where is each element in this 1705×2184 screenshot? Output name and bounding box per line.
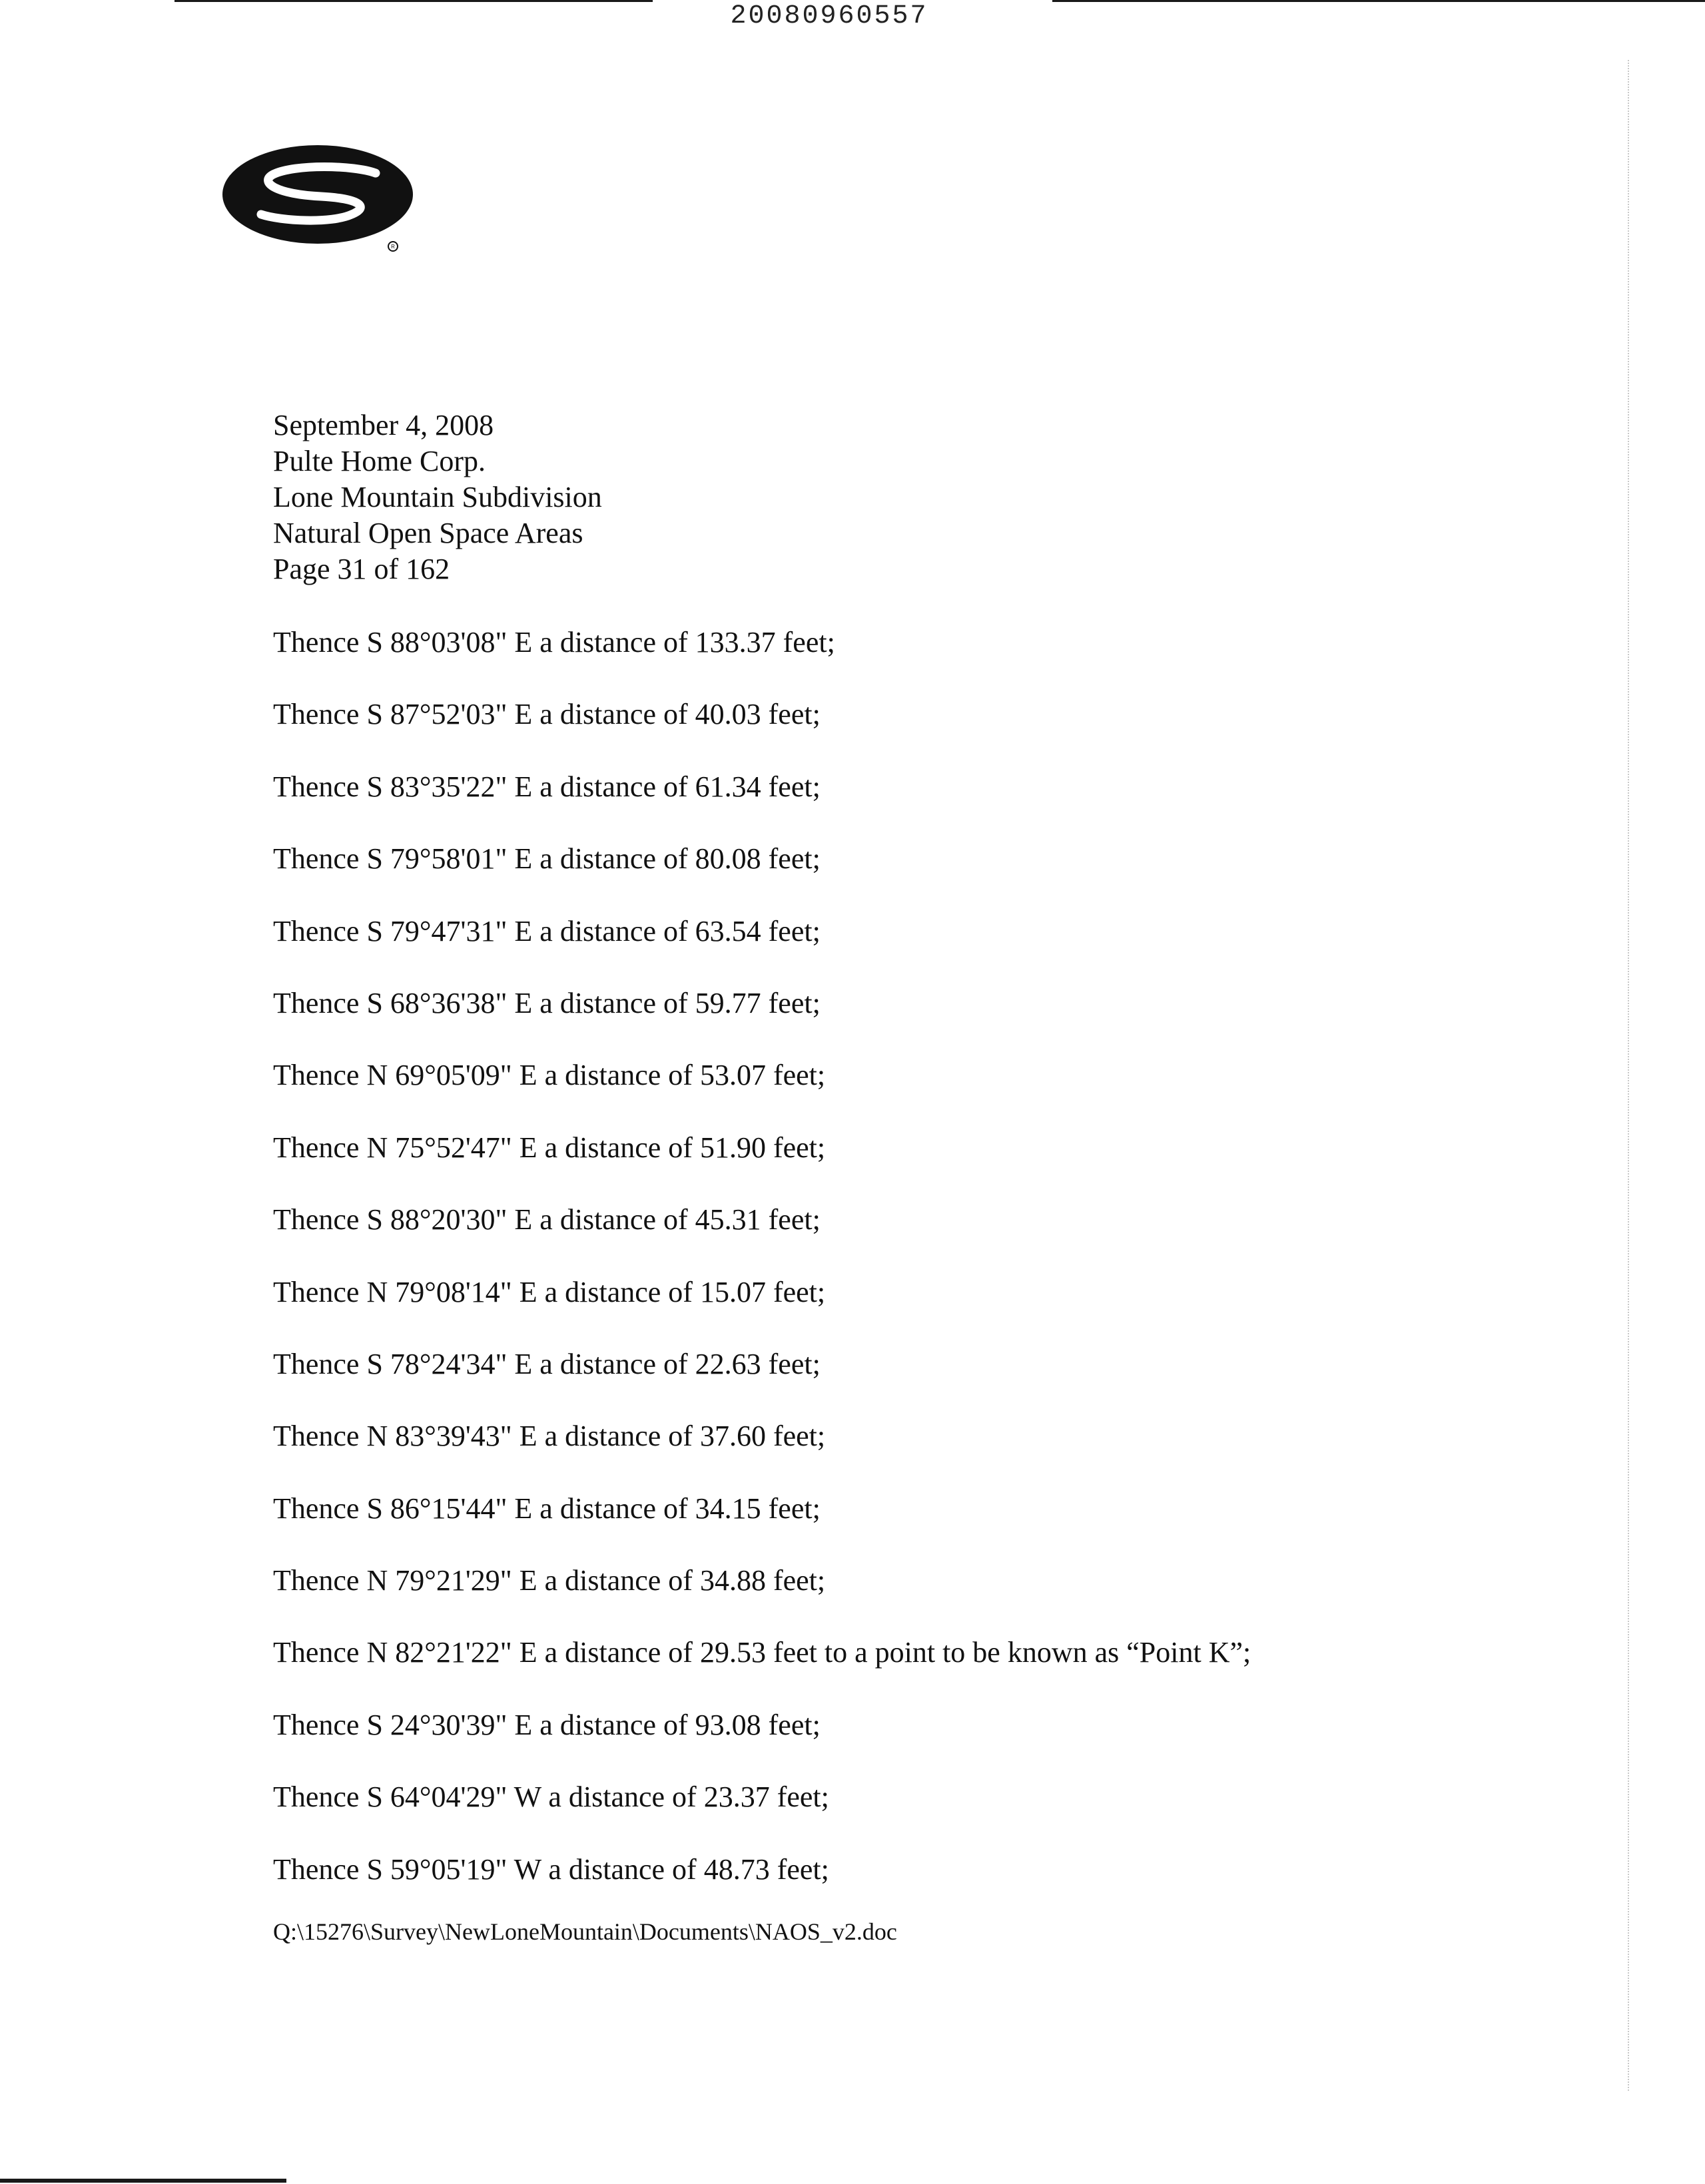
survey-course-line: Thence S 87°52'03" E a distance of 40.03 feet; [273, 698, 821, 731]
survey-course-line: Thence S 64°04'29" W a distance of 23.37 feet; [273, 1780, 829, 1814]
survey-course-line: Thence S 68°36'38" E a distance of 59.77 feet; [273, 986, 821, 1019]
survey-course-line: Thence S 83°35'22" E a distance of 61.34 feet; [273, 770, 821, 803]
scan-edge-marks-right [1628, 60, 1632, 2091]
footer-file-path: Q:\15276\Survey\NewLoneMountain\Documents\NAOS_v2.doc [273, 1918, 897, 1945]
scan-edge-line-bottom-left [0, 2179, 286, 2183]
header-area: Natural Open Space Areas [273, 517, 583, 549]
header-page-number: Page 31 of 162 [273, 553, 450, 585]
survey-course-line: Thence S 59°05'19" W a distance of 48.73 feet; [273, 1852, 829, 1886]
survey-course-line: Thence N 83°39'43" E a distance of 37.60 feet; [273, 1420, 826, 1453]
company-s-logo-icon [221, 141, 421, 254]
survey-course-line: Thence S 88°20'30" E a distance of 45.31 feet; [273, 1203, 821, 1236]
svg-text:R: R [391, 244, 395, 250]
document-number: 20080960557 [730, 1, 928, 31]
document-header [273, 408, 602, 587]
survey-courses-list [273, 624, 1605, 1923]
survey-course-line: Thence N 79°08'14" E a distance of 15.07 feet; [273, 1275, 826, 1308]
survey-course-line: Thence S 24°30'39" E a distance of 93.08 feet; [273, 1708, 821, 1741]
survey-course-line: Thence N 79°21'29" E a distance of 34.88 feet; [273, 1564, 826, 1597]
survey-course-line: Thence N 75°52'47" E a distance of 51.90 feet; [273, 1131, 826, 1164]
survey-course-line: Thence S 79°47'31" E a distance of 63.54 feet; [273, 914, 821, 948]
survey-course-line: Thence S 88°03'08" E a distance of 133.37 feet; [273, 626, 835, 659]
survey-course-line-point-k: Thence N 82°21'22" E a distance of 29.53 feet to a point to be known as “Point K”; [273, 1636, 1251, 1669]
survey-course-line: Thence S 79°58'01" E a distance of 80.08 feet; [273, 842, 821, 876]
header-company: Pulte Home Corp. [273, 445, 486, 477]
survey-course-line: Thence S 78°24'34" E a distance of 22.63 feet; [273, 1347, 821, 1380]
survey-course-line: Thence N 69°05'09" E a distance of 53.07 feet; [273, 1059, 826, 1092]
survey-course-line: Thence S 86°15'44" E a distance of 34.15 feet; [273, 1492, 821, 1525]
header-subdivision: Lone Mountain Subdivision [273, 481, 602, 513]
header-date: September 4, 2008 [273, 409, 494, 441]
